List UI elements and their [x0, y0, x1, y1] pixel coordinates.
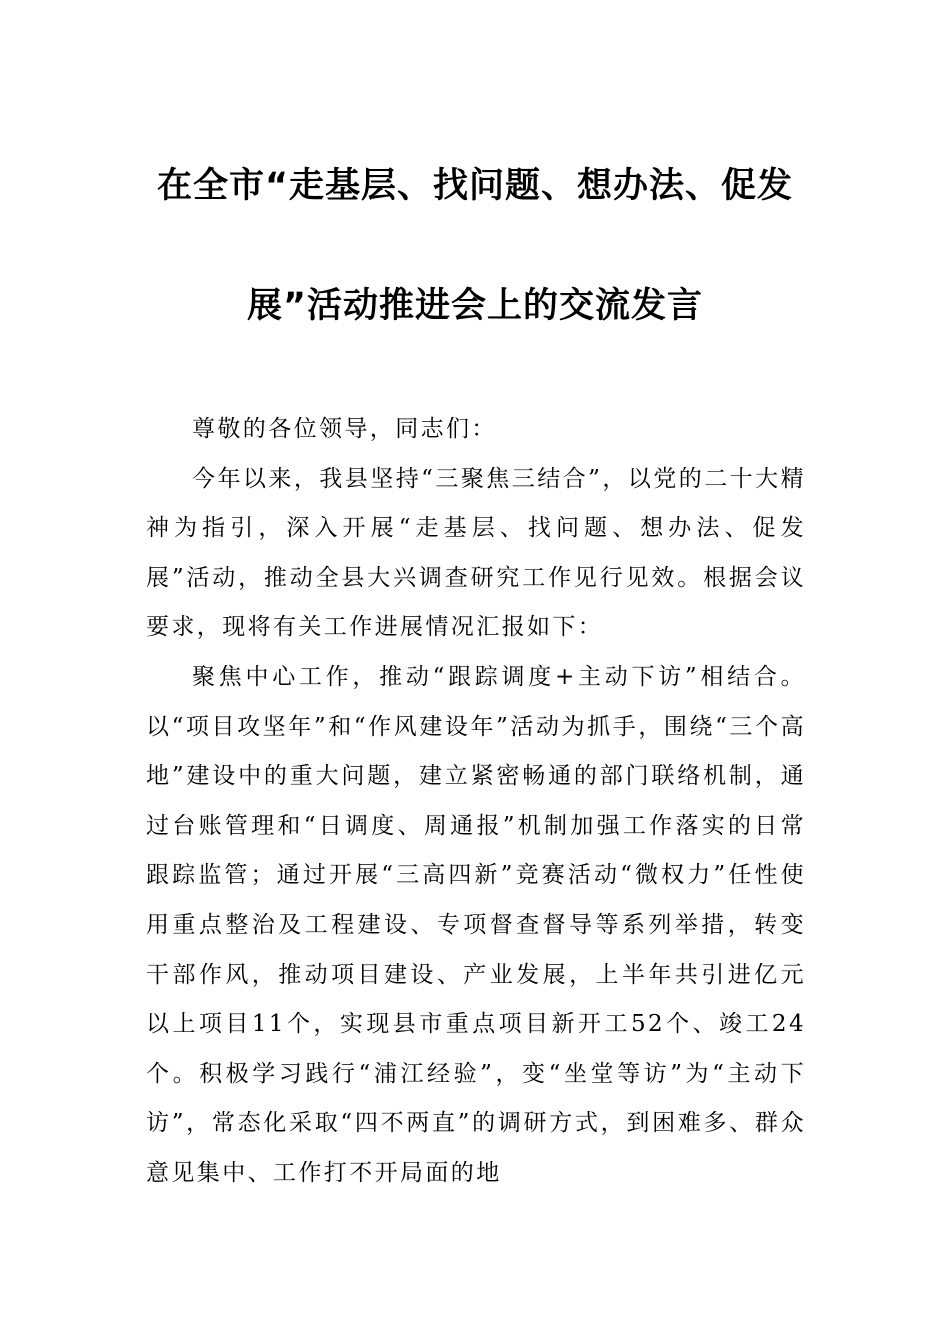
paragraph-focus-central-work: 聚焦中心工作，推动“跟踪调度+主动下访”相结合。以“项目攻坚年”和“作风建设年”活动为抓手，围绕“三个高地”建设中的重大问题，建立紧密畅通的部门联络机制，通过台账管理和“日调度、周通报”机制加强工作落实的日常跟踪监管；通过开展“三高四新”竞赛活动“微权力”任性使用重点整治及工程建设、专项督查督导等系列举措，转变干部作风，推动项目建设、产业发展，上半年共引进亿元以上项目11个，实现县市重点项目新开工52个、竣工24个。积极学习践行“浦江经验”，变“坐堂等访”为“主动下访”，常态化采取“四不两直”的调研方式，到困难多、群众意见集中、工作打不开局面的地: [146, 663, 806, 1186]
document-title-line-2: 展”活动推进会上的交流发言: [246, 286, 703, 326]
document-body: [146, 405, 806, 1199]
salutation: 尊敬的各位领导，同志们：: [192, 416, 497, 442]
paragraph-intro: 今年以来，我县坚持“三聚焦三结合”，以党的二十大精神为指引，深入开展“走基层、找问题、想办法、促发展”活动，推动全县大兴调查研究工作见行见效。根据会议要求，现将有关工作进展情况汇报如下：: [146, 465, 806, 641]
document-title-line-1: 在全市“走基层、找问题、想办法、促发: [156, 166, 793, 206]
